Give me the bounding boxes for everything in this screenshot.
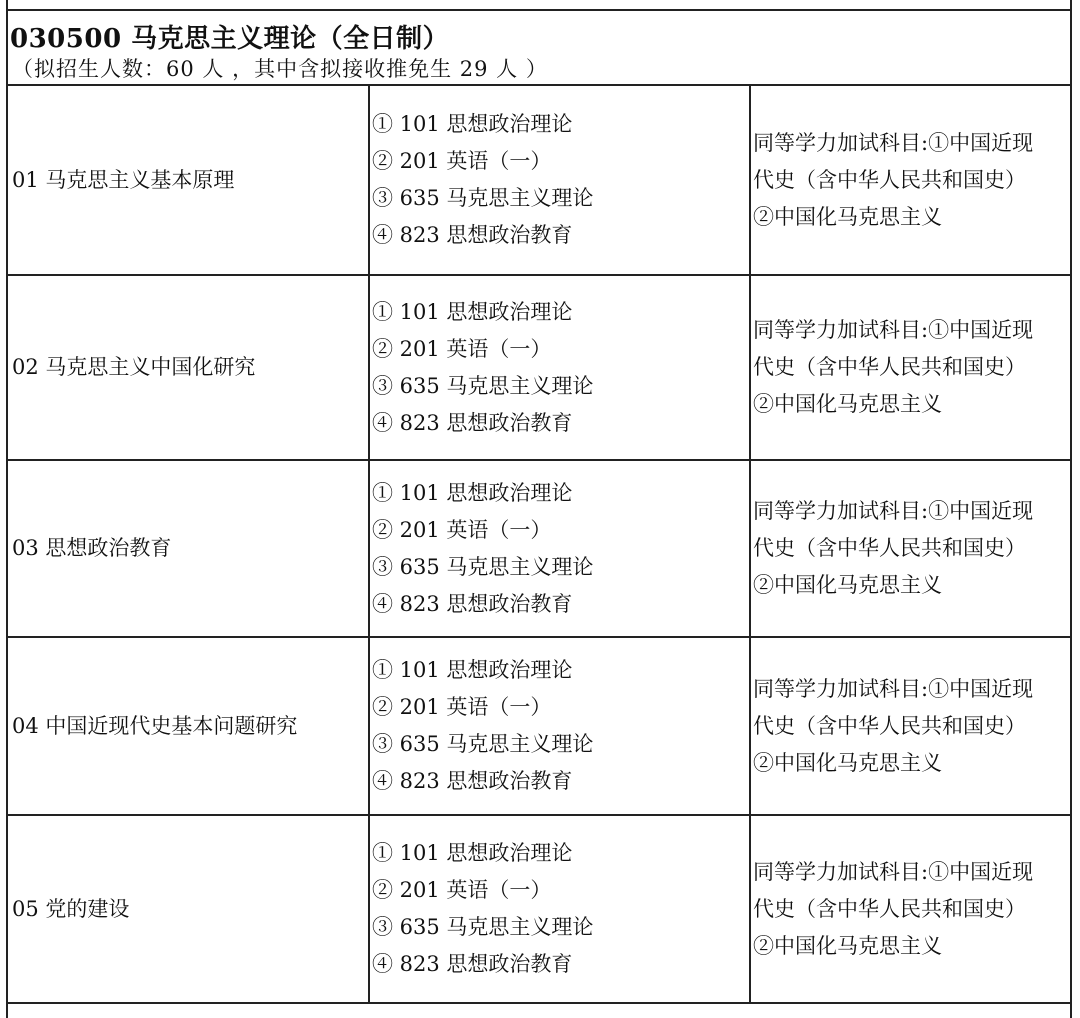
exam-subjects-cell [369, 275, 750, 460]
enrollment-note: （拟招生人数：60 人 ，其中含拟接收推免生 29 人 ） [12, 57, 548, 81]
major-header [8, 11, 1070, 85]
exam-subjects-cell [369, 460, 750, 637]
exam-subject: ① 101 思想政治理论 [372, 112, 573, 136]
exam-subject: ③ 635 马克思主义理论 [372, 915, 594, 939]
exam-subjects-cell [369, 85, 750, 275]
direction-name: 01 马克思主义基本原理 [12, 167, 235, 192]
note-text: 代史（含中华人民共和国史） [753, 167, 1026, 192]
direction-name: 03 思想政治教育 [12, 536, 172, 560]
note-text: 同等学力加试科目:①中国近现 [753, 676, 1034, 701]
direction-name: 04 中国近现代史基本问题研究 [12, 713, 298, 738]
note-text: 代史（含中华人民共和国史） [753, 713, 1026, 738]
note-text: 代史（含中华人民共和国史） [753, 896, 1026, 921]
exam-subject: ④ 823 思想政治教育 [372, 769, 573, 793]
exam-subject: ② 201 英语（一） [372, 878, 552, 902]
exam-subjects-cell [369, 637, 750, 815]
note-text: ②中国化马克思主义 [753, 392, 942, 416]
note-text: ②中国化马克思主义 [753, 573, 942, 597]
exam-subject: ① 101 思想政治理论 [372, 658, 573, 682]
exam-subject: ② 201 英语（一） [372, 517, 552, 542]
exam-subject: ② 201 英语（一） [372, 149, 552, 173]
direction-cell [7, 460, 369, 637]
exam-subject: ③ 635 马克思主义理论 [372, 373, 594, 398]
note-text: 同等学力加试科目:①中国近现 [753, 318, 1034, 342]
direction-name: 05 党的建设 [12, 896, 130, 921]
major-title: 030500 马克思主义理论（全日制） [10, 24, 450, 54]
notes-cell [750, 815, 1071, 1003]
note-text: 同等学力加试科目:①中国近现 [753, 499, 1034, 523]
exam-subject: ② 201 英语（一） [372, 336, 552, 361]
exam-subject: ③ 635 马克思主义理论 [372, 732, 594, 756]
table-row [7, 637, 1071, 815]
note-text: ②中国化马克思主义 [753, 204, 942, 229]
table-row [7, 275, 1071, 460]
notes-cell [750, 460, 1071, 637]
exam-subject: ④ 823 思想政治教育 [372, 410, 573, 435]
exam-subject: ③ 635 马克思主义理论 [372, 186, 594, 210]
note-text: ②中国化马克思主义 [753, 750, 942, 775]
direction-cell [7, 275, 369, 460]
exam-subjects-cell [369, 815, 750, 1003]
exam-subject: ④ 823 思想政治教育 [372, 223, 573, 247]
exam-subject: ① 101 思想政治理论 [372, 480, 573, 505]
exam-subject: ① 101 思想政治理论 [372, 841, 573, 865]
research-direction-table [6, 84, 1072, 1004]
notes-cell [750, 85, 1071, 275]
notes-cell [750, 275, 1071, 460]
exam-subject: ④ 823 思想政治教育 [372, 591, 573, 616]
direction-cell [7, 815, 369, 1003]
table-row [7, 85, 1071, 275]
table-row [7, 460, 1071, 637]
note-text: 代史（含中华人民共和国史） [753, 355, 1026, 379]
notes-cell [750, 637, 1071, 815]
note-text: 代史（含中华人民共和国史） [753, 536, 1026, 560]
note-text: 同等学力加试科目:①中国近现 [753, 130, 1034, 155]
table-row [7, 815, 1071, 1003]
note-text: ②中国化马克思主义 [753, 933, 942, 958]
direction-cell [7, 85, 369, 275]
exam-subject: ② 201 英语（一） [372, 695, 552, 719]
note-text: 同等学力加试科目:①中国近现 [753, 859, 1034, 884]
exam-subject: ④ 823 思想政治教育 [372, 952, 573, 976]
exam-subject: ① 101 思想政治理论 [372, 299, 573, 324]
exam-subject: ③ 635 马克思主义理论 [372, 554, 594, 579]
direction-name: 02 马克思主义中国化研究 [12, 355, 256, 379]
direction-cell [7, 637, 369, 815]
